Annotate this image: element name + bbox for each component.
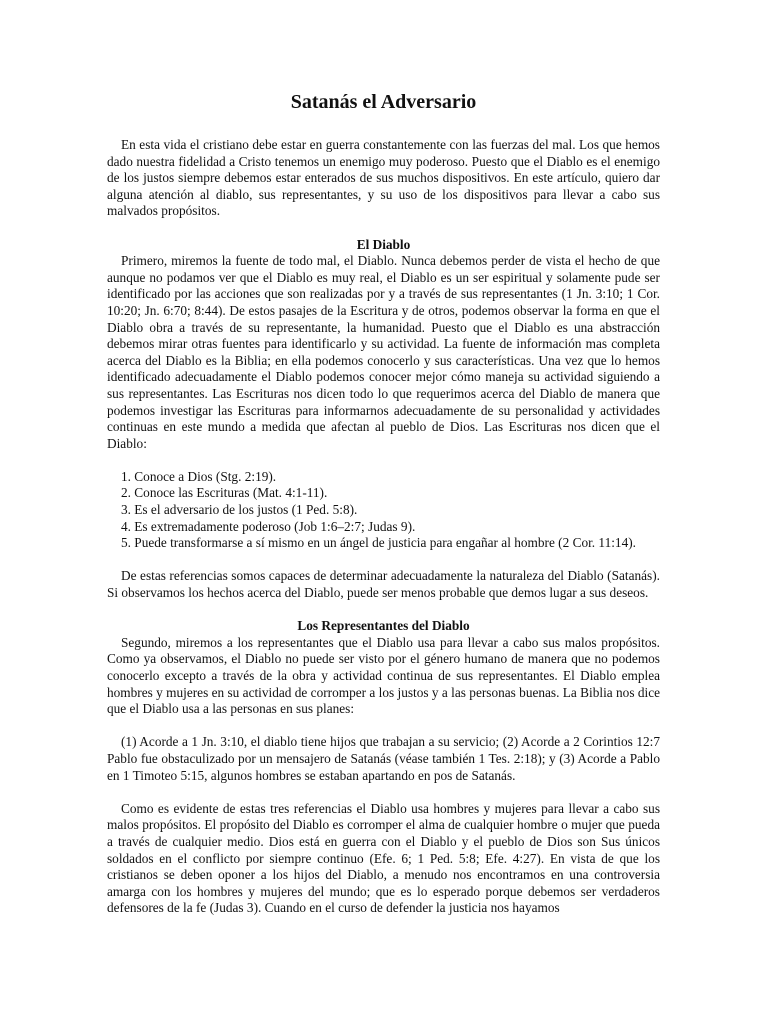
- section-heading-representantes: Los Representantes del Diablo: [297, 618, 470, 634]
- spacer: [107, 452, 660, 469]
- intro-paragraph: En esta vida el cristiano debe estar en guerra constantemente con las fuerzas del mal. Los que hemos dado nuestra fidelidad a Cristo tenemos un enemigo muy poderoso. Puesto que el Diablo es el enemigo de los justos siempre debemos estar enterados de sus muchos dispositivos. En este artículo, quiero dar alguna atención al diablo, sus representantes, y su uso de los dispositivos para llevar a cabo sus malvados propósitos.: [107, 137, 660, 219]
- list-item: 2. Conoce las Escrituras (Mat. 4:1-11).: [121, 485, 328, 501]
- document-page: [107, 90, 660, 917]
- section2-final-paragraph: Como es evidente de estas tres referencias el Diablo usa hombres y mujeres para llevar a cabo sus malos propósitos. El propósito del Diablo es corromper el alma de cualquier hombre o mujer que pueda a través de cualquier medio. Dios está en guerra con el Diablo y el pueblo de Dios son Sus únicos soldados en el conflicto por siempre continuo (Efe. 6; 1 Ped. 5:8; Efe. 4:27). En vista de que los cristianos se deben oponer a los hijos del Diablo, a menudo nos encontramos en una controversia amarga con los hombres y mujeres del mundo; que es lo esperado porque debemos ser verdaderos defensores de la fe (Judas 3). Cuando en el curso de defender la justicia nos hayamos: [107, 800, 660, 916]
- attributes-list: [107, 469, 660, 552]
- spacer: [107, 718, 660, 735]
- section2-paragraph: Segundo, miremos a los representantes que el Diablo usa para llevar a cabo sus malos propósitos. Como ya observamos, el Diablo no puede ser visto por el género humano de manera que no podemos conocerlo excepto a través de la obra y actividad continua de sus representantes. El Diablo emplea hombres y mujeres en su actividad de corromper a los justos y a las personas buenas. La Biblia nos dice que el Diablo usa a las personas en sus planes:: [107, 634, 660, 717]
- list-item: 4. Es extremadamente poderoso (Job 1:6–2:7; Judas 9).: [121, 518, 416, 534]
- document-title: Satanás el Adversario: [290, 91, 477, 113]
- spacer: [107, 784, 660, 801]
- section2-references-paragraph: (1) Acorde a 1 Jn. 3:10, el diablo tiene hijos que trabajan a su servicio; (2) Acorde a 2 Corintios 12:7 Pablo fue obstaculizado por un mensajero de Satanás (véase también 1 Tes. 2:18); y (3) Acorde a Pablo en 1 Timoteo 5:15, algunos hombres se estaban apartando en pos de Satanás.: [107, 734, 660, 783]
- section1-paragraph: Primero, miremos la fuente de todo mal, el Diablo. Nunca debemos perder de vista el hecho de que aunque no podamos ver que el Diablo es muy real, el Diablo es un ser espiritual y solamente pude ser identificado por las acciones que son realizadas por y a través de sus representantes (1 Jn. 3:10; 1 Cor. 10:20; Jn. 6:70; 8:44). De estos pasajes de la Escritura y de otros, podemos observar la forma en que el Diablo obra a través de su representante, la humanidad. Puesto que el Diablo es una abstracción debemos mirar otras fuentes para identificarlo y su actividad. La fuente de información mas completa acerca del Diablo es la Biblia; en ella podemos conocerlo y sus características. Una vez que lo hemos identificado adecuadamente el Diablo podemos conocer mejor cómo maneja su actividad siguiendo a sus representantes. Las Escrituras nos dicen todo lo que requerimos acerca del Diablo de manera que podemos investigar las Escrituras para informarnos adecuadamente de su personalidad y actividades continuas en este mundo a medida que afectan al pueblo de Dios. Las Escrituras nos dicen que el Diablo:: [107, 253, 660, 451]
- section1-conclusion-paragraph: De estas referencias somos capaces de determinar adecuadamente la naturaleza del Diablo (Satanás). Si observamos los hechos acerca del Diablo, puede ser menos probable que demos lugar a sus deseos.: [107, 568, 660, 601]
- spacer: [107, 220, 660, 237]
- list-item: 3. Es el adversario de los justos (1 Ped. 5:8).: [121, 502, 358, 518]
- spacer: [107, 602, 660, 619]
- spacer: [107, 552, 660, 569]
- list-item: 1. Conoce a Dios (Stg. 2:19).: [121, 468, 277, 484]
- section-heading-el-diablo: El Diablo: [356, 236, 411, 252]
- list-item: 5. Puede transformarse a sí mismo en un ángel de justicia para engañar al hombre (2 Cor. 11:14).: [121, 535, 636, 551]
